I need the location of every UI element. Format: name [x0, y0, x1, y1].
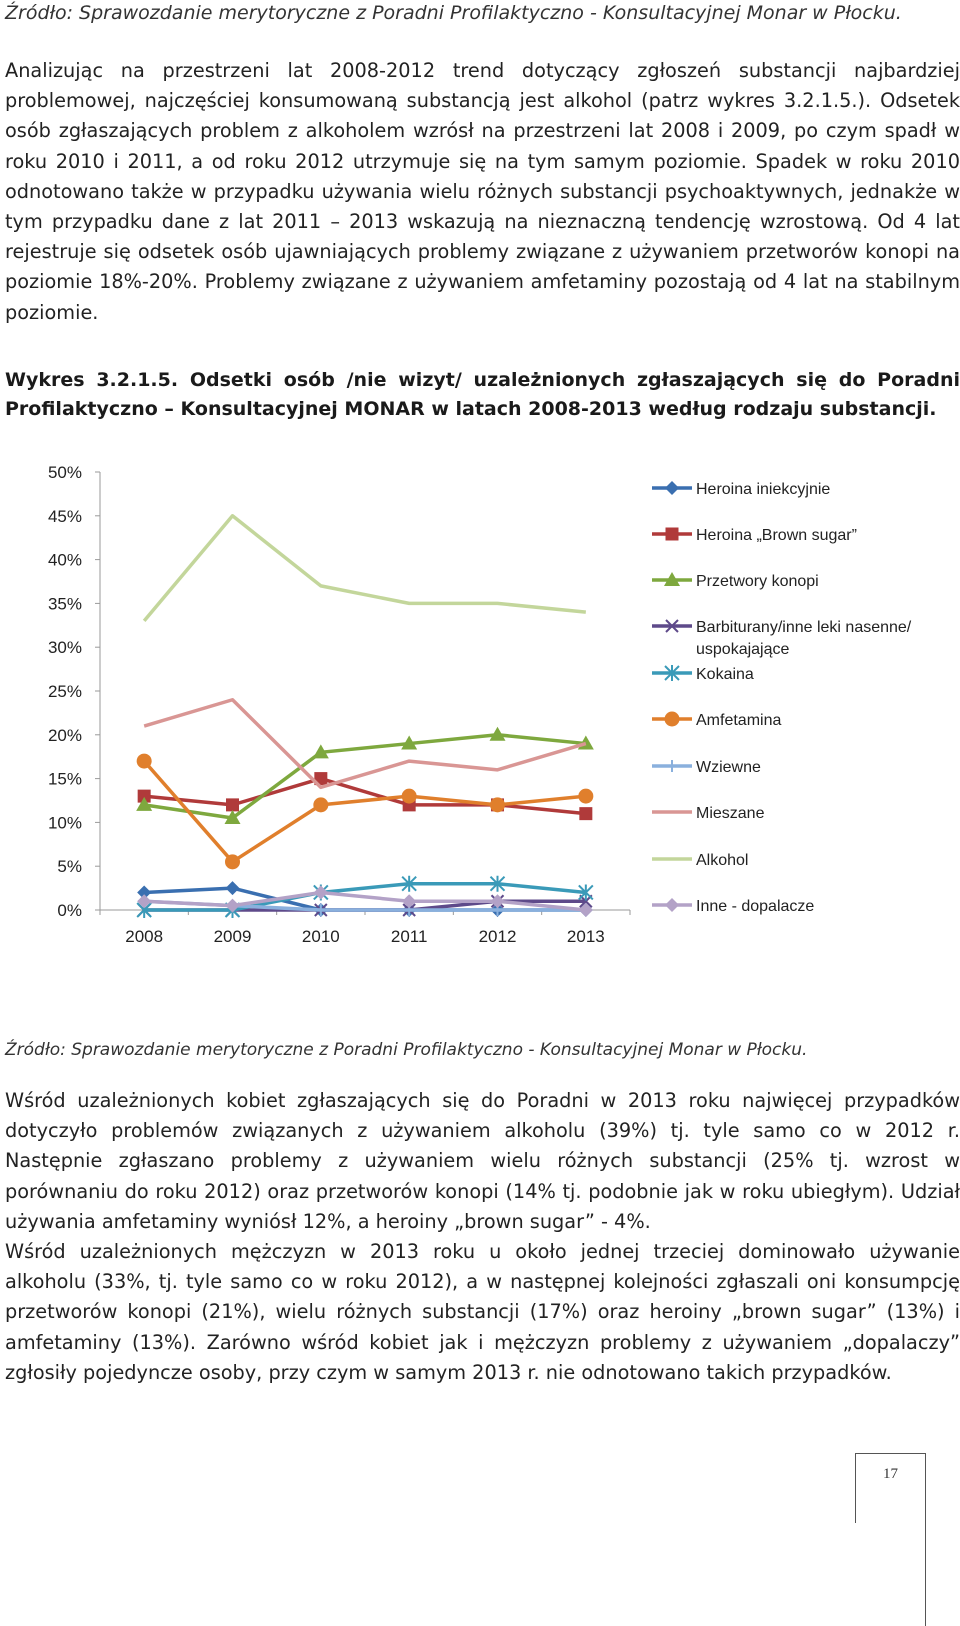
y-tick-label: 20%: [47, 725, 82, 745]
legend-label: Alkohol: [696, 852, 749, 869]
paragraphs-gender-analysis: [5, 1086, 960, 1388]
data-point: [225, 854, 240, 869]
data-point: [226, 798, 239, 811]
y-tick-label: 50%: [47, 463, 82, 482]
paragraph-men: Wśród uzależnionych mężczyzn w 2013 roku u około jednej trzeciej dominowało używanie alkoholu (33%, tj. tyle samo co w roku 2012), a w następnej kolejności zgłaszali oni konsumpcję przetworów konopi (21%), wielu różnych substancji (17%) oraz heroiny „brown sugar” (13%) i amfetaminy (13%). Zarówno wśród kobiet jak i mężczyzn problemy z używaniem „dopalaczy” zgłosiły pojedyncze osoby, przy czym w samym 2013 r. nie odnotowano takich przypadków.: [5, 1240, 960, 1384]
legend-item-2: [652, 572, 819, 590]
source-note-top: Źródło: Sprawozdanie merytoryczne z Poradni Profilaktyczno - Konsultacyjnej Monar w Płocku.: [5, 2, 902, 24]
marker-shape: [666, 760, 678, 772]
marker-shape: [137, 754, 152, 769]
legend-label: Mieszane: [696, 805, 765, 822]
x-tick-label: 2013: [566, 927, 605, 946]
series-5: [137, 754, 594, 870]
legend-item-3: [652, 619, 912, 658]
legend-marker: [665, 898, 679, 912]
chart-series: [136, 516, 594, 918]
paragraph-women: Wśród uzależnionych kobiet zgłaszających się do Poradni w 2013 roku najwięcej przypadków dotyczyło problemów związanych z używaniem alkoholu (39%) tj. tyle samo co w 2012 r. Następnie zgłaszano problemy z używaniem wielu różnych substancji (25% tj. wzrost w porównaniu do roku 2012) oraz przetworów konopi (14% tj. podobnie jak w roku ubiegłym). Udział używania amfetaminy wyniósł 12%, a heroiny „brown sugar” - 4%.: [5, 1089, 960, 1233]
series-line: [144, 516, 586, 621]
legend-label: [696, 619, 912, 658]
legend-item-7: [652, 805, 765, 822]
x-tick-label: 2012: [478, 927, 517, 946]
legend-label: Inne - dopalacze: [696, 898, 815, 915]
y-tick-label: 5%: [57, 857, 82, 877]
marker-shape: [490, 797, 505, 812]
legend-marker: [665, 712, 680, 727]
data-point: [402, 789, 417, 804]
legend-item-5: [652, 712, 781, 730]
marker-shape: [402, 789, 417, 804]
marker-shape: [226, 798, 239, 811]
data-point: [313, 797, 328, 812]
series-line: [144, 888, 586, 910]
series-line: [144, 779, 586, 814]
y-tick-label: 45%: [47, 506, 82, 526]
legend-item-8: [652, 852, 748, 869]
marker-shape: [665, 712, 680, 727]
chart-caption: Wykres 3.2.1.5. Odsetki osób /nie wizyt/ uzależnionych zgłaszających się do Poradni Profilaktyczno – Konsultacyjnej MONAR w latach 2008-2013 według rodzaju substancji.: [5, 369, 960, 420]
page-border-line: [925, 1522, 926, 1626]
x-tick-label: 2011: [390, 927, 428, 946]
paragraph-trend-analysis: Analizując na przestrzeni lat 2008-2012 trend dotyczący zgłoszeń substancji najbardziej problemowej, najczęściej konsumowaną substancją jest alkohol (patrz wykres 3.2.1.5.). Odsetek osób zgłaszających problem z alkoholem wzrósł na przestrzeni lat 2008 i 2009, po czym spadł w roku 2010 i 2011, a od roku 2012 utrzymuje się na tym samym poziomie. Spadek w roku 2010 odnotowano także w przypadku używania wielu różnych substancji psychoaktywnych, jednakże w tym przypadku dane z lat 2011 – 2013 wskazują na nieznaczną tendencję wzrostową. Od 4 lat rejestruje się odsetek osób ujawniających problemy związane z używaniem przetworów konopi na poziomie 18%-20%. Problemy związane z używaniem amfetaminy pozostają od 4 lat na stabilnym poziomie.: [5, 59, 960, 324]
legend-label: Amfetamina: [696, 712, 782, 729]
series-7: [144, 700, 586, 788]
legend-item-0: [652, 481, 830, 498]
data-point: [226, 881, 240, 895]
source-note-chart: Źródło: Sprawozdanie merytoryczne z Poradni Profilaktyczno - Konsultacyjnej Monar w Płocku.: [5, 1040, 808, 1060]
marker-shape: [225, 854, 240, 869]
y-tick-label: 35%: [47, 594, 82, 614]
legend-item-6: [652, 759, 761, 776]
legend-label: Heroina „Brown sugar”: [696, 527, 857, 544]
line-chart: [0, 440, 960, 1000]
chart-legend: [652, 481, 912, 915]
y-tick-label: 25%: [47, 682, 82, 701]
legend-item-4: [652, 665, 754, 683]
marker-shape: [665, 898, 679, 912]
marker-shape: [226, 881, 240, 895]
page-number: 17: [883, 1466, 898, 1482]
x-tick-label: 2009: [213, 927, 252, 946]
legend-item-9: [652, 898, 814, 915]
marker-shape: [578, 789, 593, 804]
page-number-box: [855, 1453, 926, 1523]
legend-marker: [665, 481, 679, 495]
chart-axes: [48, 463, 630, 946]
legend-label: Heroina iniekcyjnie: [696, 481, 831, 498]
data-point: [579, 807, 592, 820]
x-tick-label: 2008: [125, 927, 164, 946]
marker-shape: [579, 807, 592, 820]
series-8: [144, 516, 586, 621]
y-tick-label: 15%: [47, 769, 82, 789]
data-point: [137, 754, 152, 769]
y-tick-label: 40%: [47, 550, 82, 570]
y-tick-label: 10%: [47, 813, 82, 833]
marker-shape: [313, 797, 328, 812]
series-line: [144, 761, 586, 862]
data-point: [490, 797, 505, 812]
marker-shape: [666, 528, 679, 541]
y-tick-label: 30%: [47, 638, 82, 658]
data-point: [578, 789, 593, 804]
legend-label: Przetwory konopi: [696, 573, 819, 590]
x-tick-label: 2010: [301, 927, 340, 946]
legend-marker: [666, 528, 679, 541]
legend-item-1: [652, 527, 857, 544]
legend-label-line: uspokajające: [696, 641, 790, 658]
y-tick-label: 0%: [57, 901, 82, 920]
legend-label: Wziewne: [696, 759, 761, 776]
legend-label-line: Barbiturany/inne leki nasenne/: [696, 619, 912, 636]
legend-marker: [666, 760, 678, 772]
legend-label: Kokaina: [696, 666, 754, 683]
series-line: [144, 700, 586, 788]
marker-shape: [665, 481, 679, 495]
